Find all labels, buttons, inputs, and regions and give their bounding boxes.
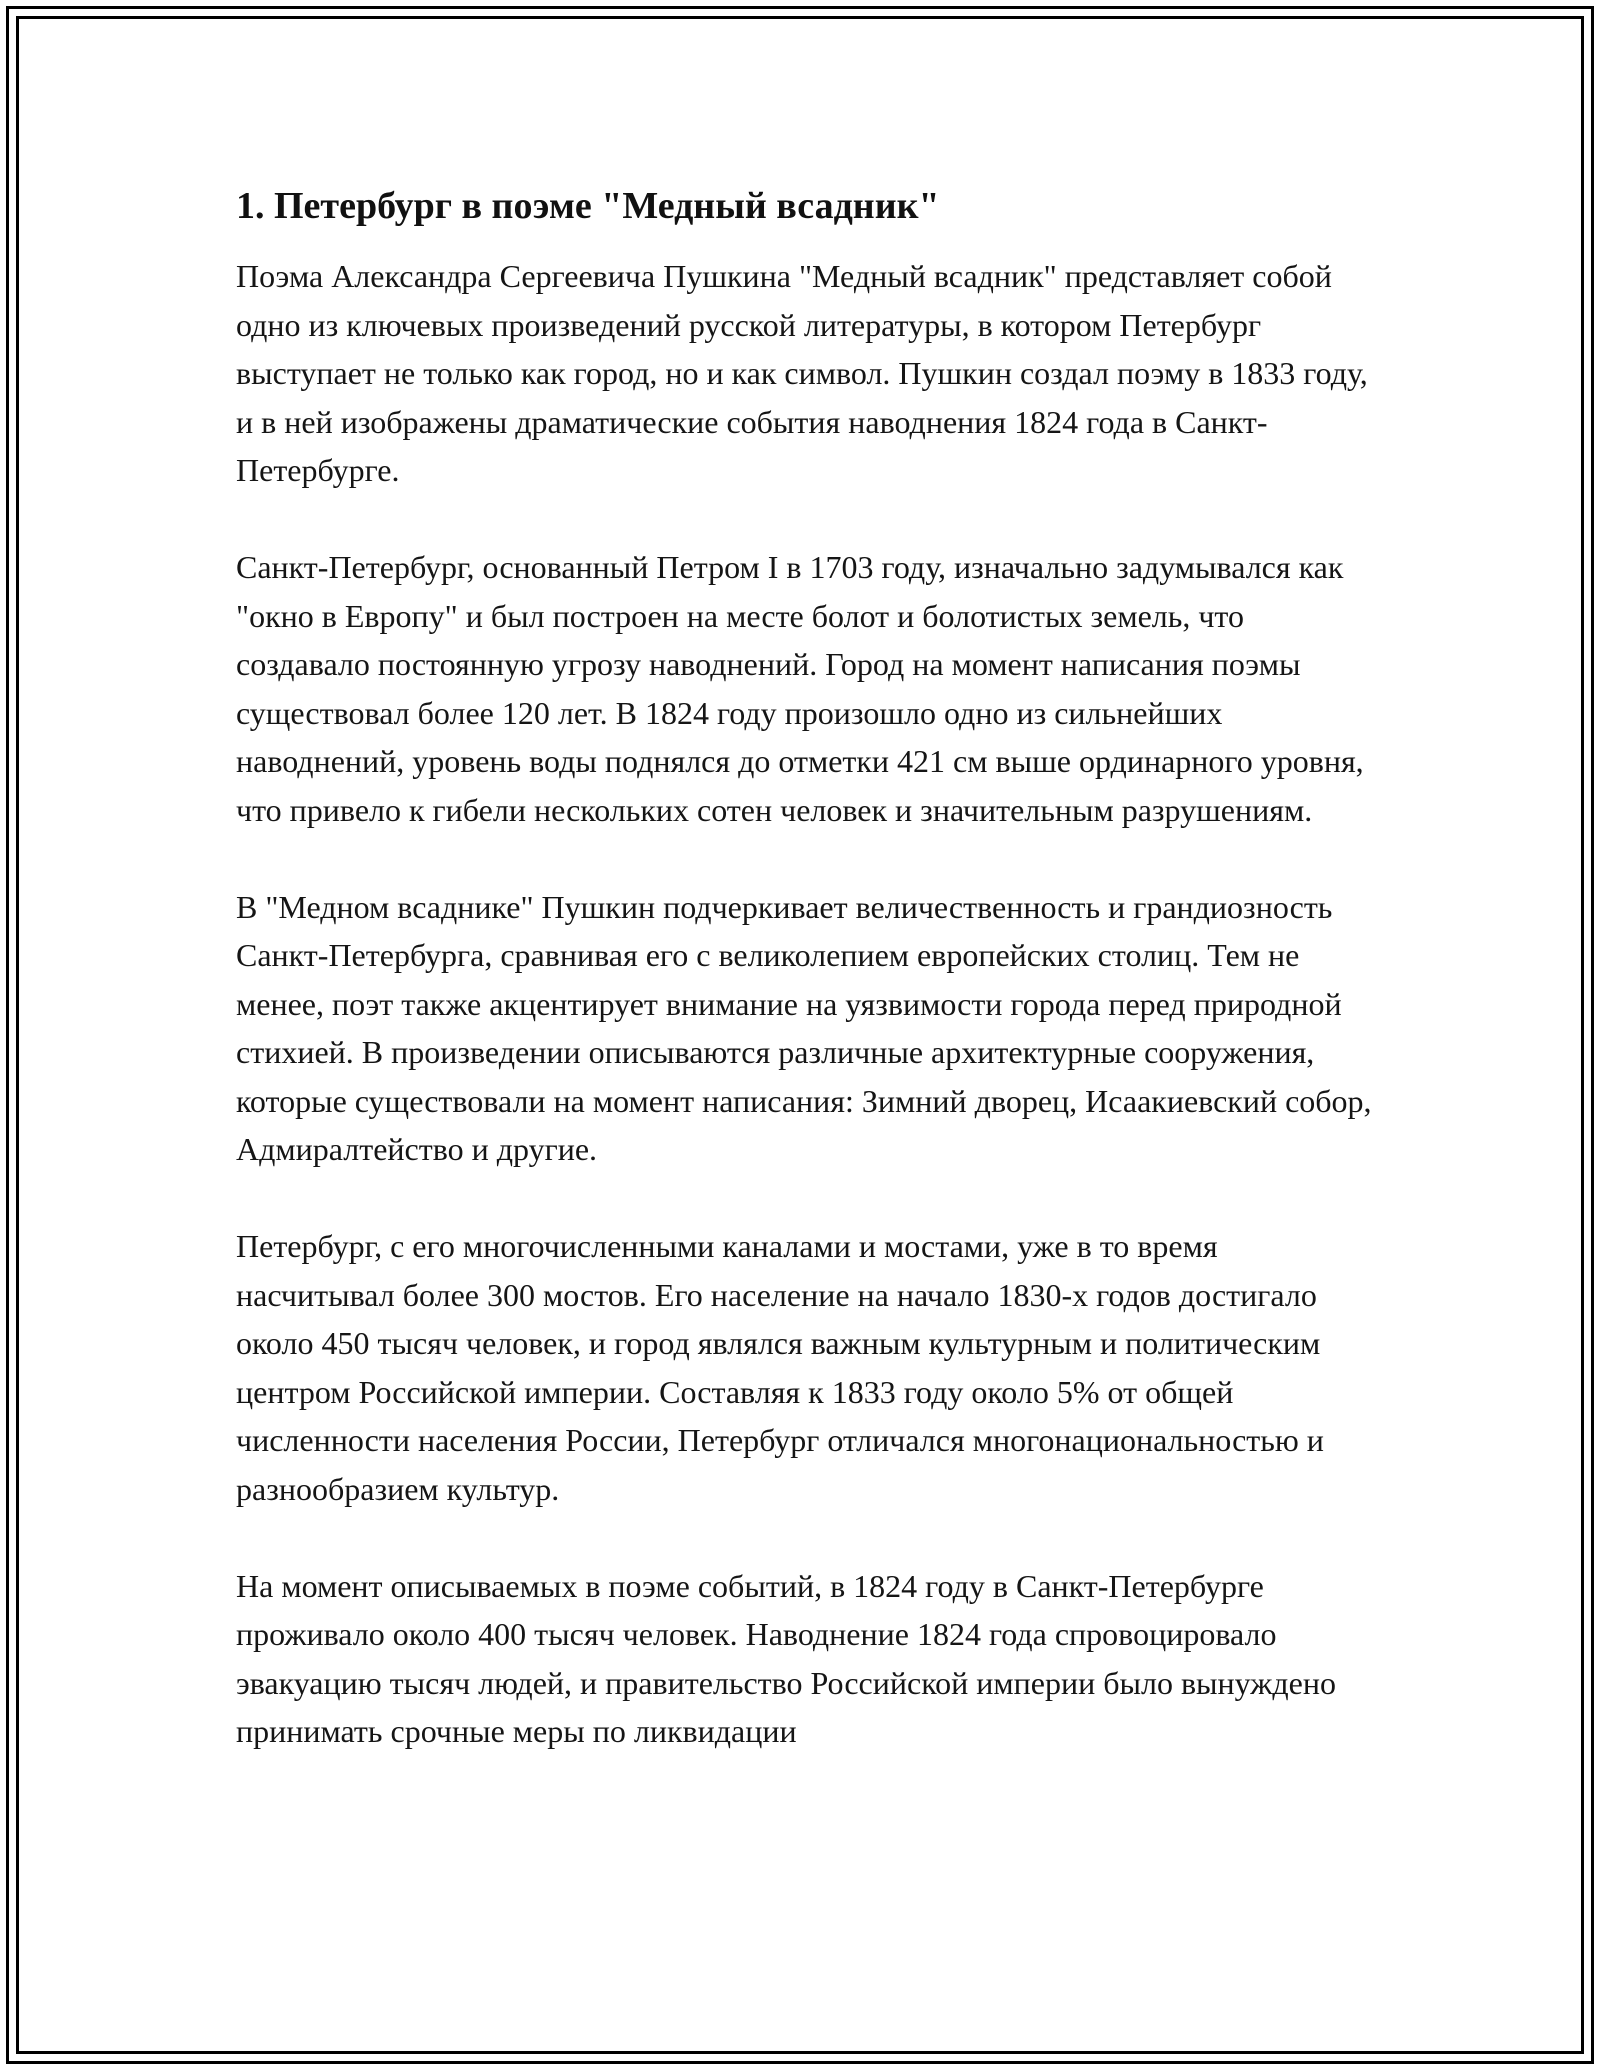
paragraph-4: Петербург, с его многочисленными каналами и мостами, уже в то время насчитывал более 300 мостов. Его население на начало 1830-х годов достигало около 450 тысяч человек, и город являлся важным культурным и политическим центром Российской империи. Составляя к 1833 году около 5% от общей численности населения России, Петербург отличался многонациональностью и разнообразием культур. [236, 1228, 1324, 1507]
paragraph-5: На момент описываемых в поэме событий, в 1824 году в Санкт-Петербурге проживало около 400 тысяч человек. Наводнение 1824 года спровоцировало эвакуацию тысяч людей, и правительство Российской империи было вынуждено принимать срочные меры по ликвидации [236, 1567, 1336, 1749]
paragraph-2: Санкт-Петербург, основанный Петром I в 1703 году, изначально задумывался как "окно в Европу" и был построен на месте болот и болотистых земель, что создавало постоянную угрозу наводнений. Город на момент написания поэмы существовал более 120 лет. В 1824 году произошло одно из сильнейших наводнений, уровень воды поднялся до отметки 421 см выше ординарного уровня, что привело к гибели нескольких сотен человек и значительным разрушениям. [236, 549, 1364, 828]
paragraph-1: Поэма Александра Сергеевича Пушкина "Медный всадник" представляет собой одно из ключевых произведений русской литературы, в котором Петербург выступает не только как город, но и как символ. Пушкин создал поэму в 1833 году, и в ней изображены драматические события наводнения 1824 года в Санкт-Петербурге. [236, 258, 1368, 488]
paragraph-3: В "Медном всаднике" Пушкин подчеркивает величественность и грандиозность Санкт-Петербурга, сравнивая его с великолепием европейских столиц. Тем не менее, поэт также акцентирует внимание на уязвимости города перед природной стихией. В произведении описываются различные архитектурные сооружения, которые существовали на момент написания: Зимний дворец, Исаакиевский собор, Адмиралтейство и другие. [236, 888, 1372, 1167]
section-heading: 1. Петербург в поэме "Медный всадник" [236, 185, 940, 227]
document-body [236, 180, 1376, 1756]
